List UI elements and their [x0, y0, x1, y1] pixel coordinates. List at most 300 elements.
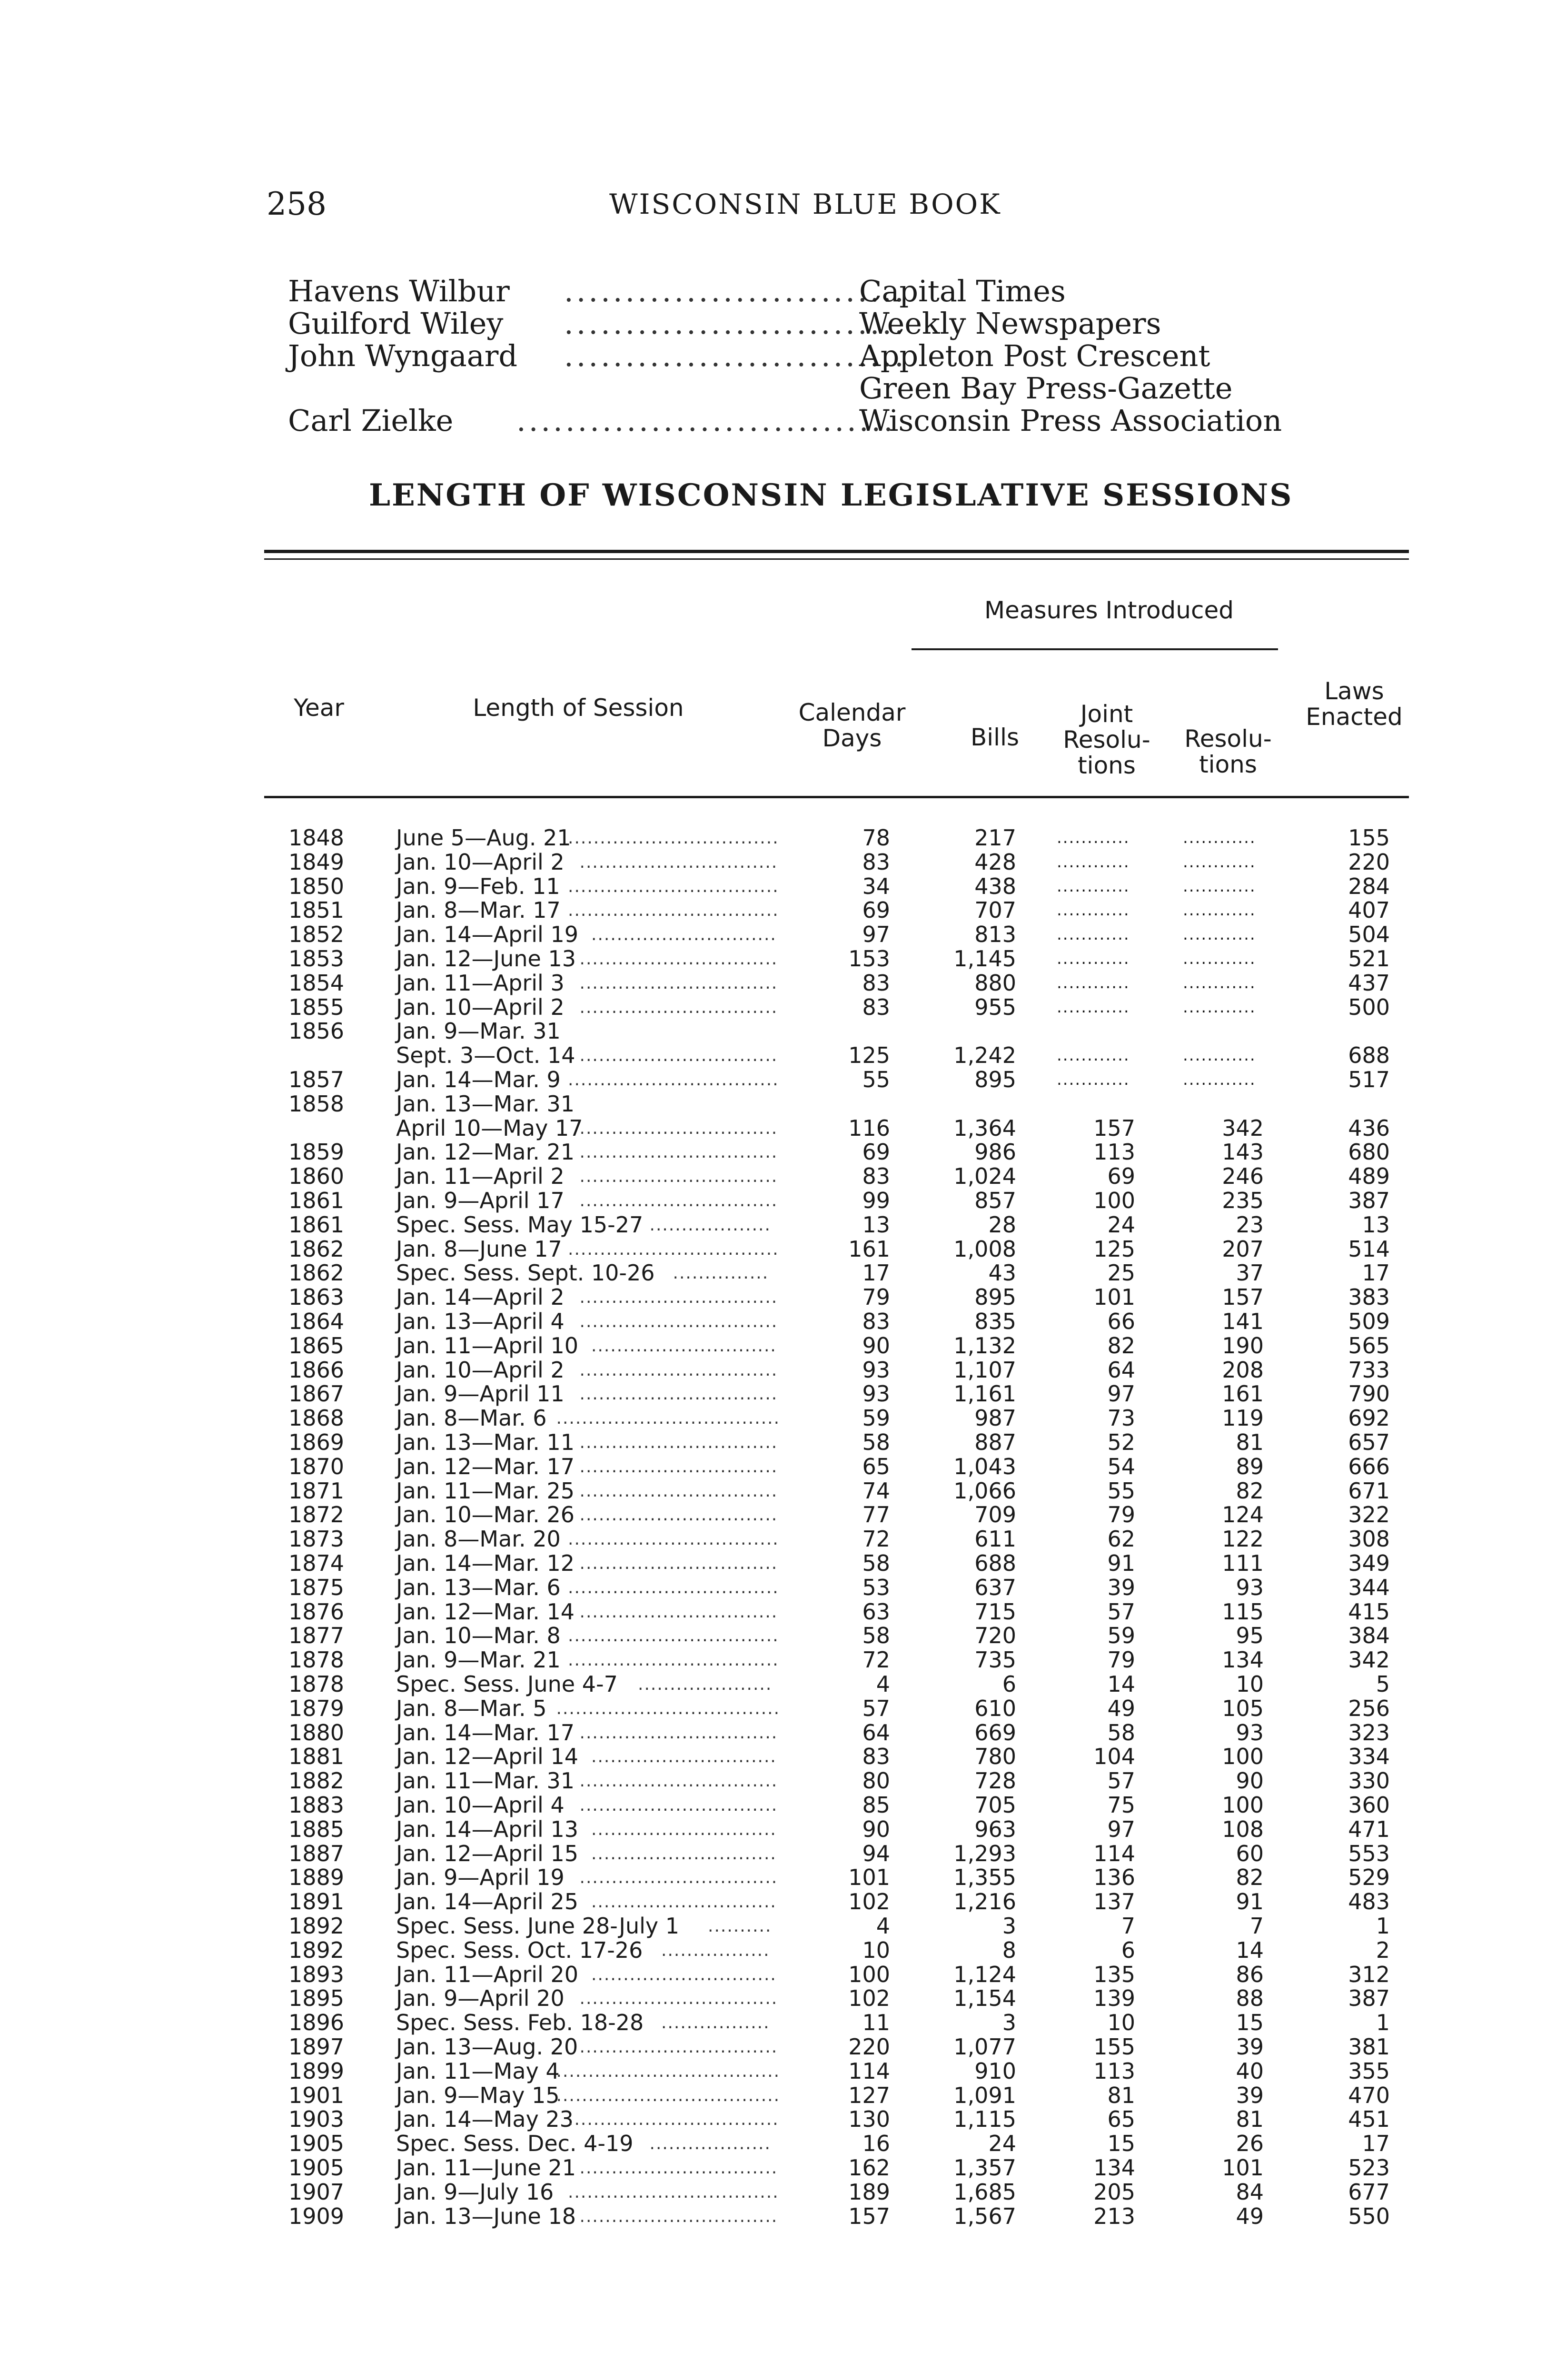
table-row [0, 1986, 1546, 2011]
laws-enacted-cell: 360 [1348, 1792, 1390, 1818]
resolutions-cell: 143 [1222, 1139, 1264, 1165]
length-of-session-cell: Jan. 9—May 15 [396, 2082, 560, 2108]
year-cell: 1862 [288, 1236, 345, 1262]
table-row [0, 1769, 1546, 1793]
laws-enacted-cell: 550 [1348, 2203, 1390, 2229]
resolutions-cell: 91 [1236, 1889, 1264, 1914]
year-cell: 1865 [288, 1333, 345, 1359]
laws-enacted-cell: 500 [1348, 994, 1390, 1020]
length-of-session-cell: Jan. 10—April 2 [396, 1357, 565, 1383]
length-of-session-cell: Spec. Sess. Feb. 18-28 [396, 2010, 644, 2035]
length-of-session-cell: Jan. 12—April 15 [396, 1841, 578, 1866]
laws-enacted-cell: 657 [1348, 1429, 1390, 1455]
laws-enacted-cell: 517 [1348, 1067, 1390, 1092]
laws-enacted-cell: 671 [1348, 1478, 1390, 1504]
joint-resolutions-cell: 54 [1107, 1454, 1135, 1479]
bills-cell: 6 [1002, 1671, 1016, 1697]
dot-leader: ............................. [591, 1892, 777, 1912]
table-row [0, 1479, 1546, 1503]
laws-enacted-cell: 155 [1348, 825, 1390, 851]
dot-leader: ............................ [564, 306, 907, 341]
table-row [0, 1914, 1546, 1938]
contact-organization: Weekly Newspapers [859, 306, 1161, 341]
table-row [0, 1309, 1546, 1334]
bills-cell: 1,161 [953, 1381, 1016, 1407]
dot-leader: ................................... [556, 1408, 781, 1428]
dot-leader: ............................... [579, 1046, 778, 1065]
empty-leader: ............ [1183, 1070, 1256, 1089]
resolutions-cell: 235 [1222, 1188, 1264, 1213]
empty-leader: ............ [1183, 925, 1256, 944]
laws-enacted-cell: 256 [1348, 1696, 1390, 1721]
table-row [0, 1019, 1546, 1043]
length-of-session-cell: Jan. 14—Mar. 12 [396, 1550, 575, 1576]
year-cell: 1855 [288, 994, 345, 1020]
year-cell: 1882 [288, 1768, 345, 1794]
laws-enacted-cell: 381 [1348, 2034, 1390, 2060]
bills-cell: 1,077 [953, 2034, 1016, 2060]
calendar-days-cell: 99 [862, 1188, 890, 1213]
year-cell: 1880 [288, 1720, 345, 1745]
table-row [0, 1430, 1546, 1455]
bills-cell: 835 [974, 1309, 1016, 1334]
joint-resolutions-cell: 65 [1107, 2106, 1135, 2132]
laws-enacted-cell: 312 [1348, 1962, 1390, 1987]
calendar-days-cell: 83 [862, 1163, 890, 1189]
bills-cell: 3 [1002, 1913, 1016, 1939]
resolutions-cell: 60 [1236, 1841, 1264, 1866]
table-row [0, 1164, 1546, 1189]
contact-name: Carl Zielke [288, 403, 454, 438]
length-of-session-cell: Jan. 12—Mar. 14 [396, 1599, 575, 1625]
calendar-days-cell: 57 [862, 1696, 890, 1721]
resolutions-cell: 93 [1236, 1575, 1264, 1600]
year-cell: 1881 [288, 1744, 345, 1769]
length-of-session-cell: Jan. 10—Mar. 26 [396, 1502, 575, 1527]
joint-resolutions-cell: 205 [1093, 2179, 1135, 2205]
resolutions-cell: 14 [1236, 1937, 1264, 1963]
length-of-session-cell: Jan. 14—May 23 [396, 2106, 574, 2132]
table-row [0, 1938, 1546, 1963]
length-of-session-cell: April 10—May 17 [396, 1115, 583, 1141]
table-row [0, 1140, 1546, 1164]
year-cell: 1857 [288, 1067, 345, 1092]
bills-cell: 3 [1002, 2010, 1016, 2035]
contact-row [288, 274, 1335, 307]
dot-leader: ................................. [568, 1240, 779, 1259]
calendar-days-cell: 90 [862, 1333, 890, 1359]
year-cell: 1907 [288, 2179, 345, 2205]
dot-leader: ............................... [579, 1602, 778, 1622]
year-cell: 1853 [288, 946, 345, 972]
calendar-days-cell: 116 [848, 1115, 890, 1141]
length-of-session-cell: Jan. 12—April 14 [396, 1744, 578, 1769]
length-of-session-cell: Spec. Sess. Dec. 4-19 [396, 2131, 634, 2156]
length-of-session-cell: Jan. 8—Mar. 17 [396, 897, 561, 923]
length-of-session-cell: Jan. 11—April 10 [396, 1333, 578, 1359]
bills-cell: 1,685 [953, 2179, 1016, 2205]
dot-leader: ............................... [579, 949, 778, 969]
table-row [0, 2132, 1546, 2156]
dot-leader: ................................. [568, 1070, 779, 1090]
laws-enacted-cell: 407 [1348, 897, 1390, 923]
year-cell: 1899 [288, 2058, 345, 2084]
year-cell: 1909 [288, 2203, 345, 2229]
year-cell: 1893 [288, 1962, 345, 1987]
length-of-session-cell: Spec. Sess. Sept. 10-26 [396, 1260, 655, 1286]
table-row [0, 1406, 1546, 1430]
calendar-days-cell: 125 [848, 1042, 890, 1068]
dot-leader: ................... [649, 1215, 771, 1235]
laws-enacted-cell: 692 [1348, 1405, 1390, 1431]
joint-resolutions-cell: 97 [1107, 1816, 1135, 1842]
joint-resolutions-cell: 49 [1107, 1696, 1135, 1721]
calendar-days-cell: 94 [862, 1841, 890, 1866]
dot-leader: ............................... [579, 973, 778, 993]
calendar-days-cell: 16 [862, 2131, 890, 2156]
calendar-days-cell: 102 [848, 1889, 890, 1914]
length-of-session-cell: Jan. 11—April 3 [396, 970, 565, 996]
joint-resolutions-cell: 58 [1107, 1720, 1135, 1745]
laws-enacted-cell: 415 [1348, 1599, 1390, 1625]
laws-enacted-cell: 790 [1348, 1381, 1390, 1407]
dot-leader: ............................. [591, 1820, 777, 1839]
bills-cell: 611 [974, 1526, 1016, 1552]
calendar-days-cell: 83 [862, 994, 890, 1020]
calendar-days-cell: 83 [862, 1744, 890, 1769]
bills-cell: 707 [974, 897, 1016, 923]
resolutions-cell: 108 [1222, 1816, 1264, 1842]
year-cell: 1864 [288, 1309, 345, 1334]
calendar-days-cell: 157 [848, 2203, 890, 2229]
bills-cell: 1,008 [953, 1236, 1016, 1262]
length-of-session-cell: Jan. 8—Mar. 20 [396, 1526, 561, 1552]
laws-enacted-cell: 2 [1376, 1937, 1390, 1963]
length-of-session-cell: Jan. 14—April 13 [396, 1816, 578, 1842]
joint-resolutions-cell: 155 [1093, 2034, 1135, 2060]
calendar-days-cell: 77 [862, 1502, 890, 1527]
resolutions-cell: 90 [1236, 1768, 1264, 1794]
table-row [0, 1865, 1546, 1890]
dot-leader: ............................. [591, 1844, 777, 1864]
length-of-session-cell: Jan. 9—Feb. 11 [396, 873, 560, 899]
dot-leader: ............................. [591, 1336, 777, 1356]
calendar-days-cell: 65 [862, 1454, 890, 1479]
joint-resolutions-cell: 62 [1107, 1526, 1135, 1552]
dot-leader: ................................. [568, 1626, 779, 1646]
bills-cell: 1,154 [953, 1985, 1016, 2011]
laws-enacted-cell: 666 [1348, 1454, 1390, 1479]
table-row [0, 1721, 1546, 1745]
dot-leader: ............................... [579, 1868, 778, 1887]
resolutions-cell: 115 [1222, 1599, 1264, 1625]
year-cell: 1860 [288, 1163, 345, 1189]
joint-resolutions-cell: 55 [1107, 1478, 1135, 1504]
length-of-session-cell: Jan. 13—Aug. 20 [396, 2034, 578, 2060]
dot-leader: ............................... [579, 1795, 778, 1815]
table-top-rule [264, 550, 1409, 553]
length-of-session-cell: Jan. 13—Mar. 11 [396, 1429, 575, 1455]
calendar-days-cell: 59 [862, 1405, 890, 1431]
resolutions-cell: 207 [1222, 1236, 1264, 1262]
table-row [0, 1213, 1546, 1237]
resolutions-cell: 190 [1222, 1333, 1264, 1359]
year-cell: 1892 [288, 1913, 345, 1939]
joint-resolutions-cell: 75 [1107, 1792, 1135, 1818]
contact-organization: Wisconsin Press Association [859, 403, 1282, 438]
resolutions-cell: 89 [1236, 1454, 1264, 1479]
year-cell: 1901 [288, 2082, 345, 2108]
length-of-session-cell: Spec. Sess. June 4-7 [396, 1671, 618, 1697]
calendar-days-cell: 72 [862, 1526, 890, 1552]
joint-resolutions-cell: 79 [1107, 1647, 1135, 1673]
calendar-days-cell: 97 [862, 922, 890, 947]
table-top-rule-thin [264, 558, 1409, 560]
dot-leader: ................................. [568, 1650, 779, 1670]
table-row [0, 1116, 1546, 1140]
empty-leader: ............ [1057, 1046, 1130, 1065]
joint-resolutions-cell: 57 [1107, 1599, 1135, 1625]
table-row [0, 2204, 1546, 2229]
header-resolutions: Resolu- tions [1184, 725, 1272, 778]
dot-leader: ............................. [591, 1747, 777, 1766]
year-cell: 1885 [288, 1816, 345, 1842]
empty-leader: ............ [1183, 877, 1256, 896]
length-of-session-cell: Jan. 11—May 4 [396, 2058, 560, 2084]
table-row [0, 1672, 1546, 1696]
length-of-session-cell: Jan. 9—July 16 [396, 2179, 554, 2205]
laws-enacted-cell: 680 [1348, 1139, 1390, 1165]
empty-leader: ............ [1057, 853, 1130, 872]
laws-enacted-cell: 514 [1348, 1236, 1390, 1262]
resolutions-cell: 95 [1236, 1623, 1264, 1648]
table-row [0, 947, 1546, 971]
joint-resolutions-cell: 136 [1093, 1864, 1135, 1890]
empty-leader: ............ [1057, 1070, 1130, 1089]
joint-resolutions-cell: 100 [1093, 1188, 1135, 1213]
calendar-days-cell: 127 [848, 2082, 890, 2108]
contact-name: Havens Wilbur [288, 274, 510, 308]
calendar-days-cell: 93 [862, 1381, 890, 1407]
dot-leader: ................... [649, 2134, 771, 2153]
calendar-days-cell: 189 [848, 2179, 890, 2205]
header-joint-resolutions: Joint Resolu- tions [1063, 700, 1150, 779]
laws-enacted-cell: 17 [1362, 2131, 1390, 2156]
length-of-session-cell: Spec. Sess. June 28-July 1 [396, 1913, 680, 1939]
year-cell: 1876 [288, 1599, 345, 1625]
bills-cell: 735 [974, 1647, 1016, 1673]
calendar-days-cell: 34 [862, 873, 890, 899]
year-cell: 1874 [288, 1550, 345, 1576]
bills-cell: 1,242 [953, 1042, 1016, 1068]
year-cell: 1858 [288, 1091, 345, 1117]
dot-leader: ............................... [579, 1457, 778, 1477]
table-row [0, 1285, 1546, 1309]
calendar-days-cell: 17 [862, 1260, 890, 1286]
laws-enacted-cell: 284 [1348, 873, 1390, 899]
bills-cell: 728 [974, 1768, 1016, 1794]
laws-enacted-cell: 677 [1348, 2179, 1390, 2205]
length-of-session-cell: Jan. 9—Mar. 31 [396, 1018, 561, 1044]
resolutions-cell: 100 [1222, 1792, 1264, 1818]
resolutions-cell: 111 [1222, 1550, 1264, 1576]
empty-leader: ............ [1183, 853, 1256, 872]
table-row [0, 1092, 1546, 1116]
resolutions-cell: 49 [1236, 2203, 1264, 2229]
laws-enacted-cell: 451 [1348, 2106, 1390, 2132]
calendar-days-cell: 220 [848, 2034, 890, 2060]
table-row [0, 2011, 1546, 2035]
resolutions-cell: 105 [1222, 1696, 1264, 1721]
year-cell: 1889 [288, 1864, 345, 1890]
length-of-session-cell: Jan. 8—June 17 [396, 1236, 562, 1262]
resolutions-cell: 122 [1222, 1526, 1264, 1552]
joint-resolutions-cell: 213 [1093, 2203, 1135, 2229]
table-row [0, 1600, 1546, 1624]
empty-leader: ............ [1183, 1046, 1256, 1065]
bills-cell: 1,066 [953, 1478, 1016, 1504]
calendar-days-cell: 79 [862, 1284, 890, 1310]
dot-leader: ............................... [579, 1771, 778, 1791]
empty-leader: ............ [1183, 998, 1256, 1017]
dot-leader: ............................... [579, 1989, 778, 2008]
year-cell: 1892 [288, 1937, 345, 1963]
bills-cell: 1,091 [953, 2082, 1016, 2108]
laws-enacted-cell: 471 [1348, 1816, 1390, 1842]
bills-cell: 857 [974, 1188, 1016, 1213]
resolutions-cell: 39 [1236, 2034, 1264, 2060]
dot-leader: ............................... [579, 2158, 778, 2178]
bills-cell: 1,357 [953, 2155, 1016, 2181]
bills-cell: 1,132 [953, 1333, 1016, 1359]
dot-leader: ............................... [516, 403, 896, 438]
dot-leader: ............................. [591, 1965, 777, 1984]
bills-cell: 987 [974, 1405, 1016, 1431]
length-of-session-cell: June 5—Aug. 21 [396, 825, 571, 851]
empty-leader: ............ [1183, 828, 1256, 847]
joint-resolutions-cell: 81 [1107, 2082, 1135, 2108]
table-row [0, 1576, 1546, 1600]
length-of-session-cell: Jan. 14—Mar. 17 [396, 1720, 575, 1745]
bills-cell: 955 [974, 994, 1016, 1020]
resolutions-cell: 15 [1236, 2010, 1264, 2035]
calendar-days-cell: 161 [848, 1236, 890, 1262]
dot-leader: ............................... [579, 2037, 778, 2057]
length-of-session-cell: Jan. 8—Mar. 5 [396, 1696, 547, 1721]
year-cell: 1905 [288, 2131, 345, 2156]
dot-leader: ............................... [579, 1723, 778, 1743]
joint-resolutions-cell: 14 [1107, 1671, 1135, 1697]
joint-resolutions-cell: 57 [1107, 1768, 1135, 1794]
bills-cell: 709 [974, 1502, 1016, 1527]
length-of-session-cell: Jan. 13—Mar. 31 [396, 1091, 575, 1117]
resolutions-cell: 134 [1222, 1647, 1264, 1673]
bills-cell: 705 [974, 1792, 1016, 1818]
laws-enacted-cell: 220 [1348, 849, 1390, 875]
laws-enacted-cell: 342 [1348, 1647, 1390, 1673]
length-of-session-cell: Jan. 14—Mar. 9 [396, 1067, 561, 1092]
dot-leader: ............................... [579, 1167, 778, 1186]
calendar-days-cell: 4 [876, 1671, 890, 1697]
header-bottom-rule [264, 796, 1409, 798]
resolutions-cell: 119 [1222, 1405, 1264, 1431]
length-of-session-cell: Jan. 13—June 18 [396, 2203, 576, 2229]
dot-leader: ............... [673, 1263, 769, 1283]
dot-leader: ............................... [579, 1384, 778, 1404]
table-row [0, 1624, 1546, 1648]
year-cell: 1850 [288, 873, 345, 899]
calendar-days-cell: 72 [862, 1647, 890, 1673]
table-row [0, 850, 1546, 874]
dot-leader: .......... [708, 1916, 772, 1936]
length-of-session-cell: Jan. 9—April 20 [396, 1985, 565, 2011]
length-of-session-cell: Spec. Sess. Oct. 17-26 [396, 1937, 643, 1963]
length-of-session-cell: Jan. 9—Mar. 21 [396, 1647, 561, 1673]
empty-leader: ............ [1057, 998, 1130, 1017]
table-row [0, 1382, 1546, 1406]
resolutions-cell: 342 [1222, 1115, 1264, 1141]
page-number: 258 [267, 186, 327, 222]
laws-enacted-cell: 504 [1348, 922, 1390, 947]
year-cell: 1871 [288, 1478, 345, 1504]
laws-enacted-cell: 387 [1348, 1188, 1390, 1213]
length-of-session-cell: Jan. 10—April 4 [396, 1792, 565, 1818]
table-row [0, 1842, 1546, 1866]
empty-leader: ............ [1057, 828, 1130, 847]
table-row [0, 1648, 1546, 1672]
length-of-session-cell: Jan. 11—April 2 [396, 1163, 565, 1189]
calendar-days-cell: 114 [848, 2058, 890, 2084]
header-year: Year [294, 694, 344, 722]
table-row [0, 1527, 1546, 1551]
joint-resolutions-cell: 64 [1107, 1357, 1135, 1383]
calendar-days-cell: 102 [848, 1985, 890, 2011]
dot-leader: ................................. [568, 901, 779, 920]
laws-enacted-cell: 322 [1348, 1502, 1390, 1527]
dot-leader: ............................... [579, 1433, 778, 1452]
laws-enacted-cell: 688 [1348, 1042, 1390, 1068]
dot-leader: ................................... [556, 1699, 781, 1718]
resolutions-cell: 100 [1222, 1744, 1264, 1769]
calendar-days-cell: 4 [876, 1913, 890, 1939]
laws-enacted-cell: 330 [1348, 1768, 1390, 1794]
year-cell: 1848 [288, 825, 345, 851]
bills-cell: 438 [974, 873, 1016, 899]
joint-resolutions-cell: 79 [1107, 1502, 1135, 1527]
resolutions-cell: 82 [1236, 1478, 1264, 1504]
laws-enacted-cell: 5 [1376, 1671, 1390, 1697]
table-row [0, 1963, 1546, 1987]
year-cell: 1896 [288, 2010, 345, 2035]
year-cell: 1872 [288, 1502, 345, 1527]
header-measures-introduced: Measures Introduced [984, 596, 1234, 624]
table-row [0, 1745, 1546, 1769]
year-cell: 1867 [288, 1381, 345, 1407]
dot-leader: ................................. [568, 1529, 779, 1549]
year-cell: 1878 [288, 1647, 345, 1673]
section-title: LENGTH OF WISCONSIN LEGISLATIVE SESSIONS [369, 477, 1293, 513]
resolutions-cell: 7 [1249, 1913, 1264, 1939]
calendar-days-cell: 58 [862, 1550, 890, 1576]
year-cell: 1905 [288, 2155, 345, 2181]
bills-cell: 910 [974, 2058, 1016, 2084]
joint-resolutions-cell: 6 [1121, 1937, 1135, 1963]
table-row [0, 2059, 1546, 2083]
table-row [0, 1237, 1546, 1261]
laws-enacted-cell: 13 [1362, 1212, 1390, 1238]
table-row [0, 1189, 1546, 1213]
bills-cell: 1,293 [953, 1841, 1016, 1866]
